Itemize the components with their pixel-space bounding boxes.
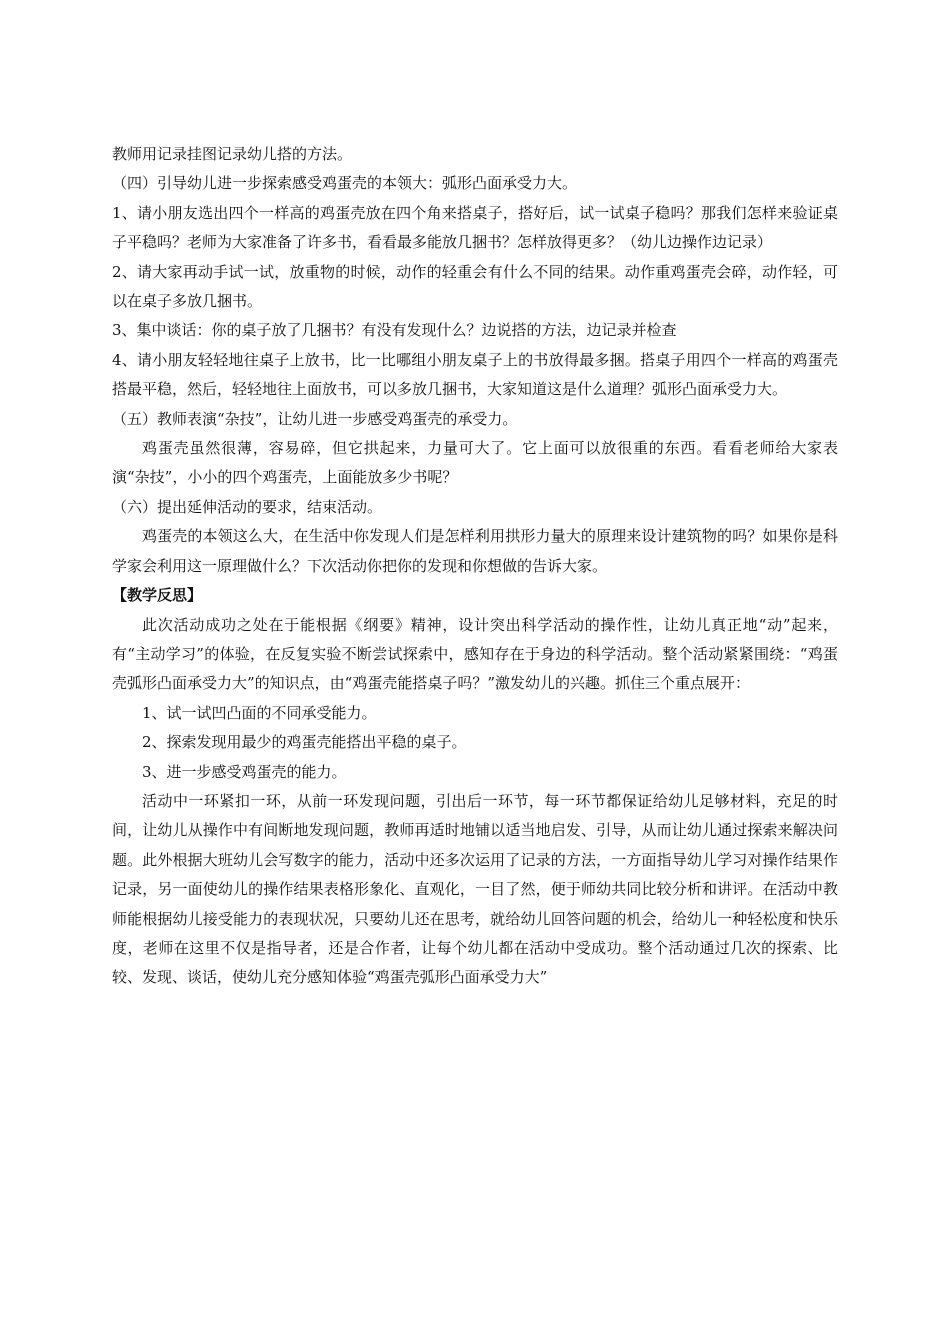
reflection-point-one: 1、试一试凹凸面的不同承受能力。 (142, 703, 377, 722)
document-body (112, 140, 838, 993)
step-two-paragraph: 2、请大家再动手试一试，放重物的时候，动作的轻重会有什么不同的结果。动作重鸡蛋壳会碎，动作轻，可以在桌子多放几捆书。 (112, 262, 838, 311)
section-six-heading: （六）提出延伸活动的要求，结束活动。 (112, 497, 383, 516)
step-four-paragraph: 4、请小朋友轻轻地往桌子上放书，比一比哪组小朋友桌子上的书放得最多捆。搭桌子用四个一样高的鸡蛋壳搭最平稳，然后，轻轻地往上面放书，可以多放几捆书，大家知道这是什么道理？弧形凸面承受力大。 (112, 350, 838, 399)
reflection-heading: 【教学反思】 (112, 586, 203, 605)
step-one-paragraph: 1、请小朋友选出四个一样高的鸡蛋壳放在四个角来搭桌子，搭好后，试一试桌子稳吗？那我们怎样来验证桌子平稳吗？老师为大家准备了许多书，看看最多能放几捆书？怎样放得更多？（幼儿边操作边记录） (112, 203, 838, 252)
section-five-heading: （五）教师表演“杂技”，让幼儿进一步感受鸡蛋壳的承受力。 (112, 409, 518, 428)
reflection-point-three: 3、进一步感受鸡蛋壳的能力。 (142, 762, 347, 781)
acrobatics-paragraph: 鸡蛋壳虽然很薄，容易碎，但它拱起来，力量可大了。它上面可以放很重的东西。看看老师给大家表演“杂技”，小小的四个鸡蛋壳，上面能放多少书呢？ (112, 439, 838, 487)
reflection-point-two: 2、探索发现用最少的鸡蛋壳能搭出平稳的桌子。 (142, 733, 467, 752)
reflection-summary-paragraph: 活动中一环紧扣一环，从前一环发现问题，引出后一环节，每一环节都保证给幼儿足够材料，充足的时间，让幼儿从操作中有间断地发现问题，教师再适时地铺以适当地启发、引导，从而让幼儿通过探索来解决问题。此外根据大班幼儿会写数字的能力，活动中还多次运用了记录的方法，一方面指导幼儿学习对操作结果作记录，另一面使幼儿的操作结果表格形象化、直观化，一目了然，便于师幼共同比较分析和讲评。在活动中教师能根据幼儿接受能力的表现状况，只要幼儿还在思考，就给幼儿回答问题的机会，给幼儿一种轻松度和快乐度，老师在这里不仅是指导者，还是合作者，让每个幼儿都在活动中受成功。整个活动通过几次的探索、比较、发现、谈话，使幼儿充分感知体验“鸡蛋壳弧形凸面承受力大” (112, 791, 838, 987)
section-four-heading: （四）引导幼儿进一步探索感受鸡蛋壳的本领大：弧形凸面承受力大。 (112, 174, 578, 193)
step-three-paragraph: 3、集中谈话：你的桌子放了几捆书？有没有发现什么？边说搭的方法，边记录并检查 (112, 321, 677, 340)
paragraph-record-method: 教师用记录挂图记录幼儿搭的方法。 (112, 145, 353, 163)
extension-paragraph: 鸡蛋壳的本领这么大，在生活中你发现人们是怎样利用拱形力量大的原理来设计建筑物的吗？如果你是科学家会利用这一原理做什么？下次活动你把你的发现和你想做的告诉大家。 (112, 527, 838, 575)
reflection-intro-paragraph: 此次活动成功之处在于能根据《纲要》精神，设计突出科学活动的操作性，让幼儿真正地“动”起来，有“主动学习”的体验，在反复实验不断尝试探索中，感知存在于身边的科学活动。整个活动紧紧围绕：“鸡蛋壳弧形凸面承受力大”的知识点，由“鸡蛋壳能搭桌子吗？”激发幼儿的兴趣。抓住三个重点展开： (112, 615, 838, 693)
